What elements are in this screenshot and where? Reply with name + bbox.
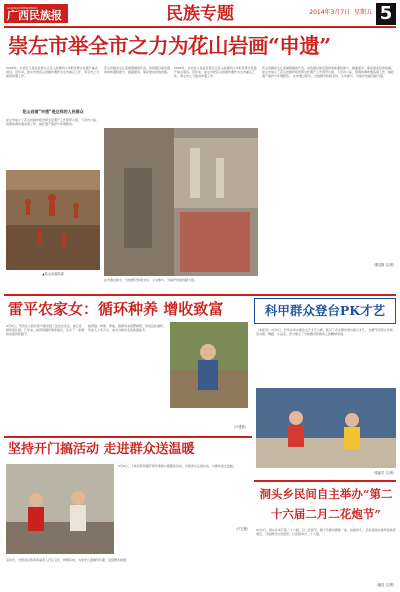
farmer-paragraph: 3月5日，笔者在大新县雷平镇见到了这位农家女，她正在猪场里忙碌。几年来，她利用循环种养模式，走出了一条增收致富的新路子。	[6, 324, 84, 337]
lead-col-1	[6, 66, 100, 106]
science-text	[256, 328, 396, 384]
lead-paragraph: 在申遗过程中，当地群众积极支持、主动参与，为保护岩画贡献力量。	[292, 74, 386, 79]
door-credit: （卢宏俊）	[234, 527, 250, 531]
door-text-1	[118, 464, 250, 524]
lead-bottom-text	[104, 278, 396, 292]
lead-paragraph: 花山岩画是左江流域壁画的代表，是我国目前发现的单体面积最大、画面最多、保存最完好的岩画。	[104, 66, 170, 75]
issue-date	[262, 8, 372, 18]
weekday-text: 星期五	[353, 9, 372, 16]
farmer-headline: 雷平农家女：循环种养 增收致富	[8, 300, 224, 318]
farmer-col-1	[6, 324, 84, 434]
lead-paragraph: 花山岩画是左江流域壁画的代表，是我国目前发现的单体面积最大、画面最多、保存最完好的岩画。	[262, 66, 395, 70]
lead-paragraph: 在申遗过程中，当地群众积极支持、主动参与，为保护岩画贡献力量。	[104, 278, 198, 282]
section-title: 民族专题	[166, 4, 234, 24]
lead-subhead: 花山岩画“申遗”是这样的人民群众	[22, 109, 84, 114]
farmer-photo	[170, 322, 248, 408]
festival-paragraph: 3月2日，洞头乡举行第二十六届二月二花炮节，数千名群众聚集一堂，热闹非凡。	[256, 528, 365, 532]
festival-paragraph: 抢花炮是壮族传统体育项目，当地群众自发组织，已连续举办二十六届。	[256, 528, 396, 537]
lead-photo-cliff	[104, 128, 258, 276]
festival-credit: （潘进 文/图）	[374, 583, 396, 587]
science-photo	[256, 388, 396, 468]
lead-col-3	[174, 66, 258, 126]
page-number: 5	[376, 3, 396, 25]
paper-pinyin: GUANGXIMINZUBAO	[7, 6, 38, 10]
farmer-paragraph: 她养猪、种果、养鱼，猪粪用来沤肥种果，形成良性循环，年收入十多万元，成为当地有名的致富能手。	[88, 324, 166, 333]
farmer-credit: （卢建新）	[232, 425, 248, 429]
section-rule-1	[4, 294, 396, 296]
door-paragraph: 活动中，志愿者们帮助孤寡老人打扫卫生、修理家电，为留守儿童辅导功课，受到群众称赞。	[6, 558, 130, 562]
date-text: 2014年3月7日	[309, 9, 351, 16]
door-paragraph: 3月5日，上林县巷贤镇开展学雷锋志愿服务活动，志愿者们走进村屯，为群众送去温暖。	[118, 464, 236, 468]
lead-col-2	[104, 66, 170, 126]
door-text-2	[6, 558, 250, 586]
lead-col-1b	[6, 118, 100, 170]
lead-headline: 崇左市举全市之力为花山岩画“申遗”	[8, 34, 331, 58]
lead-paragraph: 2005年，自治区人民政府将左江花山岩画列入申报世界文化遗产重点项目。近年来，崇左市把花山岩画申遗作为全市重点工作，举全市之力推进申遗工作。	[174, 66, 257, 79]
paper-name: 广西民族报	[7, 9, 62, 22]
lead-paragraph: 2005年，自治区人民政府将左江花山岩画列入申报世界文化遗产重点项目。近年来，崇左市把花山岩画申遗作为全市重点工作，举全市之力推进申遗工作。	[6, 66, 100, 79]
lead-photo-credit: （谭启刚 文/图）	[371, 263, 396, 267]
festival-text	[256, 528, 396, 582]
door-headline: 坚持开门搞活动 走进群众送温暖	[8, 442, 195, 457]
science-headline: 科甲群众登台PK才艺	[264, 303, 386, 318]
door-photo	[6, 464, 114, 554]
farmer-col-2	[88, 324, 166, 434]
festival-headline-text: 洞头乡民间自主举办“第二十六届二月二花炮节”	[259, 487, 393, 521]
masthead-rule	[4, 26, 396, 28]
lead-col-4	[262, 66, 396, 256]
section-rule-3	[254, 480, 396, 482]
paper-logo	[4, 4, 68, 23]
science-paragraph: （本报讯）3月5日，科甲乡举办群众文艺才艺大赛，吸引了众多群众登台展示才艺。	[256, 328, 368, 332]
lead-photo-caption: ▲花山岩画局部	[42, 272, 64, 276]
science-paragraph: 比赛节目形式多样，有山歌、舞蹈、小品等，充分展示了当地群众积极向上的精神风貌。	[256, 328, 396, 337]
lead-paragraph: 崇左市成立了花山岩画申报世界文化遗产工作领导小组，下设办公室，统筹协调申遗各项工作，做好遗产保护与环境整治。	[262, 70, 395, 79]
festival-headline	[256, 484, 396, 524]
science-caption: （梁丽芳 文/图）	[371, 471, 396, 475]
lead-photo-rockart	[6, 170, 100, 270]
section-rule-2	[4, 436, 252, 438]
lead-paragraph: 崇左市成立了花山岩画申报世界文化遗产工作领导小组，下设办公室，统筹协调申遗各项工作，做好遗产保护与环境整治。	[6, 118, 100, 127]
